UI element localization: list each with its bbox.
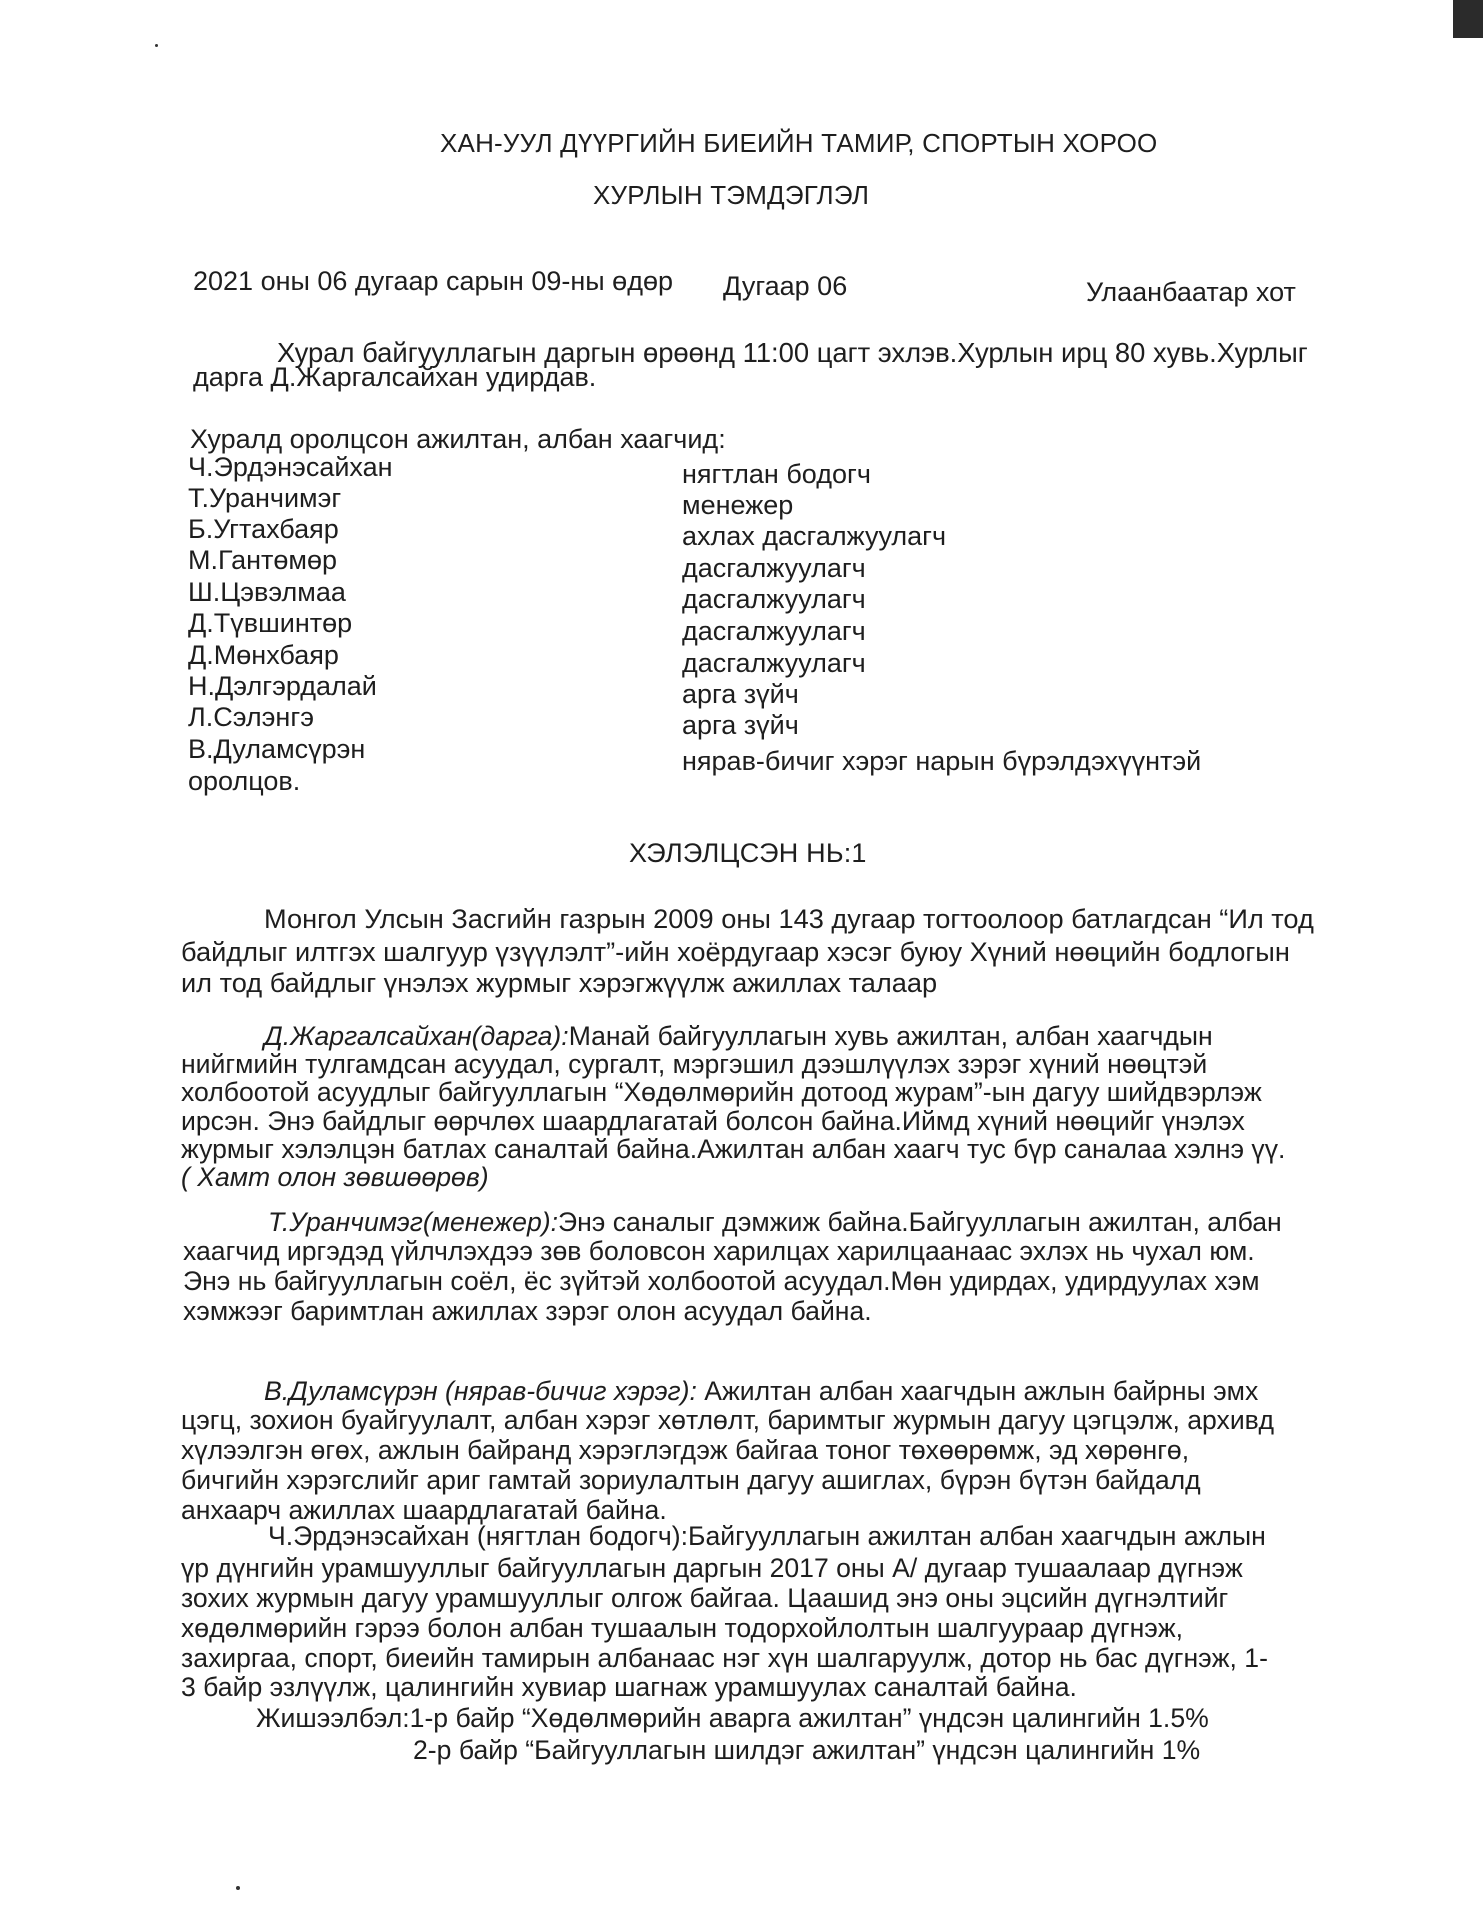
intro-line: Хурал байгууллагын даргын өрөөнд 11:00 цагт эхлэв.Хурлын ирц 80 хувь.Хурлыг — [277, 337, 1308, 368]
participants-heading: Хуралд оролцсон ажилтан, албан хаагчид: — [190, 424, 726, 454]
speech-text: Энэ саналыг дэмжиж байна.Байгууллагын ажилтан, албан — [558, 1207, 1282, 1237]
speech-line: хэмжээг баримтлан ажиллах зэрэг олон асуудал байна. — [183, 1296, 872, 1326]
speech-line: захиргаа, спорт, биеийн тамирын албанаас нэг хүн шалгаруулж, дотор нь бас дүгнэж, 1- — [181, 1643, 1268, 1673]
document-title: ХУРЛЫН ТЭМДЭГЛЭЛ — [593, 180, 870, 210]
participant-role: арга зүйч — [682, 710, 799, 740]
speech-line: хөдөлмөрийн гэрээ болон албан тушаалын тодорхойлолтын шалгуураар дүгнэж, — [181, 1613, 1184, 1643]
section-title: ХЭЛЭЛЦСЭН НЬ:1 — [629, 838, 867, 868]
speech-line: үр дүнгийн урамшууллыг байгууллагын даргын 2017 оны А/ дугаар тушаалаар дүгнэж — [181, 1553, 1243, 1583]
speech-first-line — [264, 1021, 1213, 1052]
participant-name: Д.Түвшинтөр — [188, 608, 353, 638]
topic-line: ил тод байдлыг үнэлэх журмыг хэрэгжүүлж ажиллах талаар — [181, 967, 938, 998]
participants-closing: оролцов. — [188, 766, 301, 796]
organization-title: ХАН-УУЛ ДҮҮРГИЙН БИЕИЙН ТАМИР, СПОРТЫН ХОРОО — [440, 128, 1158, 158]
speaker-name: В.Дуламсүрэн (нярав-бичиг хэрэг): — [264, 1376, 697, 1406]
speech-text: Байгууллагын ажилтан албан хаагчдын ажлын — [688, 1521, 1266, 1551]
speech-note: ( Хамт олон зөвшөөрөв) — [181, 1162, 489, 1192]
participant-name: В.Дуламсүрэн — [188, 734, 366, 764]
intro-line: дарга Д.Жаргалсайхан удирдав. — [193, 362, 597, 392]
participant-role: дасгалжуулагч — [682, 553, 866, 583]
participant-name: Л.Сэлэнгэ — [188, 702, 314, 732]
participant-name: Ч.Эрдэнэсайхан — [188, 452, 393, 482]
participant-role: дасгалжуулагч — [682, 616, 866, 646]
participant-role: дасгалжуулагч — [682, 584, 866, 614]
example-item: 1-р байр “Хөдөлмөрийн аварга ажилтан” үндсэн цалингийн 1.5% — [409, 1703, 1209, 1733]
speaker-name: Т.Уранчимэг(менежер): — [268, 1207, 558, 1237]
example-line — [256, 1703, 1209, 1734]
participant-name: Д.Мөнхбаяр — [188, 640, 339, 670]
speech-line: 3 байр эзлүүлж, цалингийн хувиар шагнаж урамшуулах саналтай байна. — [181, 1672, 1077, 1702]
speech-text: Манай байгууллагын хувь ажилтан, албан хаагчдын — [568, 1021, 1213, 1051]
speech-line: хүлээлгэн өгөх, ажлын байранд хэрэглэгдэж байгаа тоног төхөөрөмж, эд хөрөнгө, — [181, 1435, 1190, 1465]
speech-line: хаагчид иргэдэд үйлчлэхдээ зөв боловсон харилцах харилцаанаас эхлэх нь чухал юм. — [183, 1236, 1255, 1266]
participant-role: арга зүйч — [682, 679, 799, 709]
speech-line: бичгийн хэрэгслийг ариг гамтай зориулалтын дагуу ашиглах, бүрэн бүтэн байдалд — [181, 1465, 1201, 1495]
topic-line: Монгол Улсын Засгийн газрын 2009 оны 143 дугаар тогтоолоор батлагдсан “Ил тод — [264, 903, 1314, 934]
participant-role: нягтлан бодогч — [682, 459, 871, 489]
participant-role: нярав-бичиг хэрэг нарын бүрэлдэхүүнтэй — [682, 746, 1202, 776]
participant-name: Ш.Цэвэлмаа — [188, 577, 346, 607]
example-label: Жишээлбэл: — [256, 1703, 410, 1733]
speech-first-line — [268, 1207, 1282, 1238]
speech-text: Ажилтан албан хаагчдын ажлын байрны эмх — [704, 1376, 1259, 1406]
speech-line: цэгц, зохион буайгуулалт, албан хэрэг хөтлөлт, баримтыг журмын дагуу цэгцэлж, архивд — [181, 1405, 1275, 1435]
participant-role: ахлах дасгалжуулагч — [682, 521, 947, 551]
meeting-number: Дугаар 06 — [723, 271, 848, 301]
meeting-city: Улаанбаатар хот — [1086, 277, 1296, 307]
participant-name: Т.Уранчимэг — [188, 483, 342, 513]
speech-first-line — [264, 1376, 1258, 1407]
speaker-name: Ч.Эрдэнэсайхан (нягтлан бодогч): — [268, 1521, 689, 1551]
topic-line: байдлыг илтгэх шалгуур үзүүлэлт”-ийн хоёрдугаар хэсэг буюу Хүний нөөцийн бодлогын — [181, 936, 1290, 967]
scan-speck — [155, 44, 158, 47]
scan-speck — [236, 1886, 240, 1890]
speech-line: Энэ нь байгууллагын соёл, ёс зүйтэй холбоотой асуудал.Мөн удирдах, удирдуулах хэм — [183, 1266, 1260, 1296]
participant-role: менежер — [682, 490, 794, 520]
participant-name: Б.Угтахбаяр — [188, 514, 339, 544]
participant-name: М.Гантөмөр — [188, 545, 338, 575]
speech-line: зохих журмын дагуу урамшууллыг олгож байгаа. Цаашид энэ оны эцсийн дүгнэлтийг — [181, 1583, 1229, 1613]
speech-line: нийгмийн тулгамдсан асуудал, сургалт, мэргэшил дээшлүүлэх зэрэг хүний нөөцтэй — [181, 1049, 1208, 1079]
speech-first-line — [268, 1521, 1266, 1552]
scan-edge-mark — [1453, 0, 1483, 38]
speech-line: ирсэн. Энэ байдлыг өөрчлөх шаардлагатай болсон байна.Иймд хүний нөөцийг үнэлэх — [181, 1106, 1245, 1136]
participant-role: дасгалжуулагч — [682, 648, 866, 678]
speech-line: журмыг хэлэлцэн батлах саналтай байна.Ажилтан албан хаагч тус бүр саналаа хэлнэ үү. — [181, 1134, 1286, 1164]
participant-name: Н.Дэлгэрдалай — [188, 671, 377, 701]
meeting-date: 2021 оны 06 дугаар сарын 09-ны өдөр — [193, 266, 673, 296]
speech-line: холбоотой асуудлыг байгууллагын “Хөдөлмөрийн дотоод журам”-ын дагуу шийдвэрлэж — [181, 1077, 1262, 1107]
example-item: 2-р байр “Байгууллагын шилдэг ажилтан” үндсэн цалингийн 1% — [413, 1735, 1201, 1765]
speech-line: анхаарч ажиллах шаардлагатай байна. — [181, 1495, 667, 1525]
speaker-name: Д.Жаргалсайхан(дарга): — [264, 1021, 569, 1051]
